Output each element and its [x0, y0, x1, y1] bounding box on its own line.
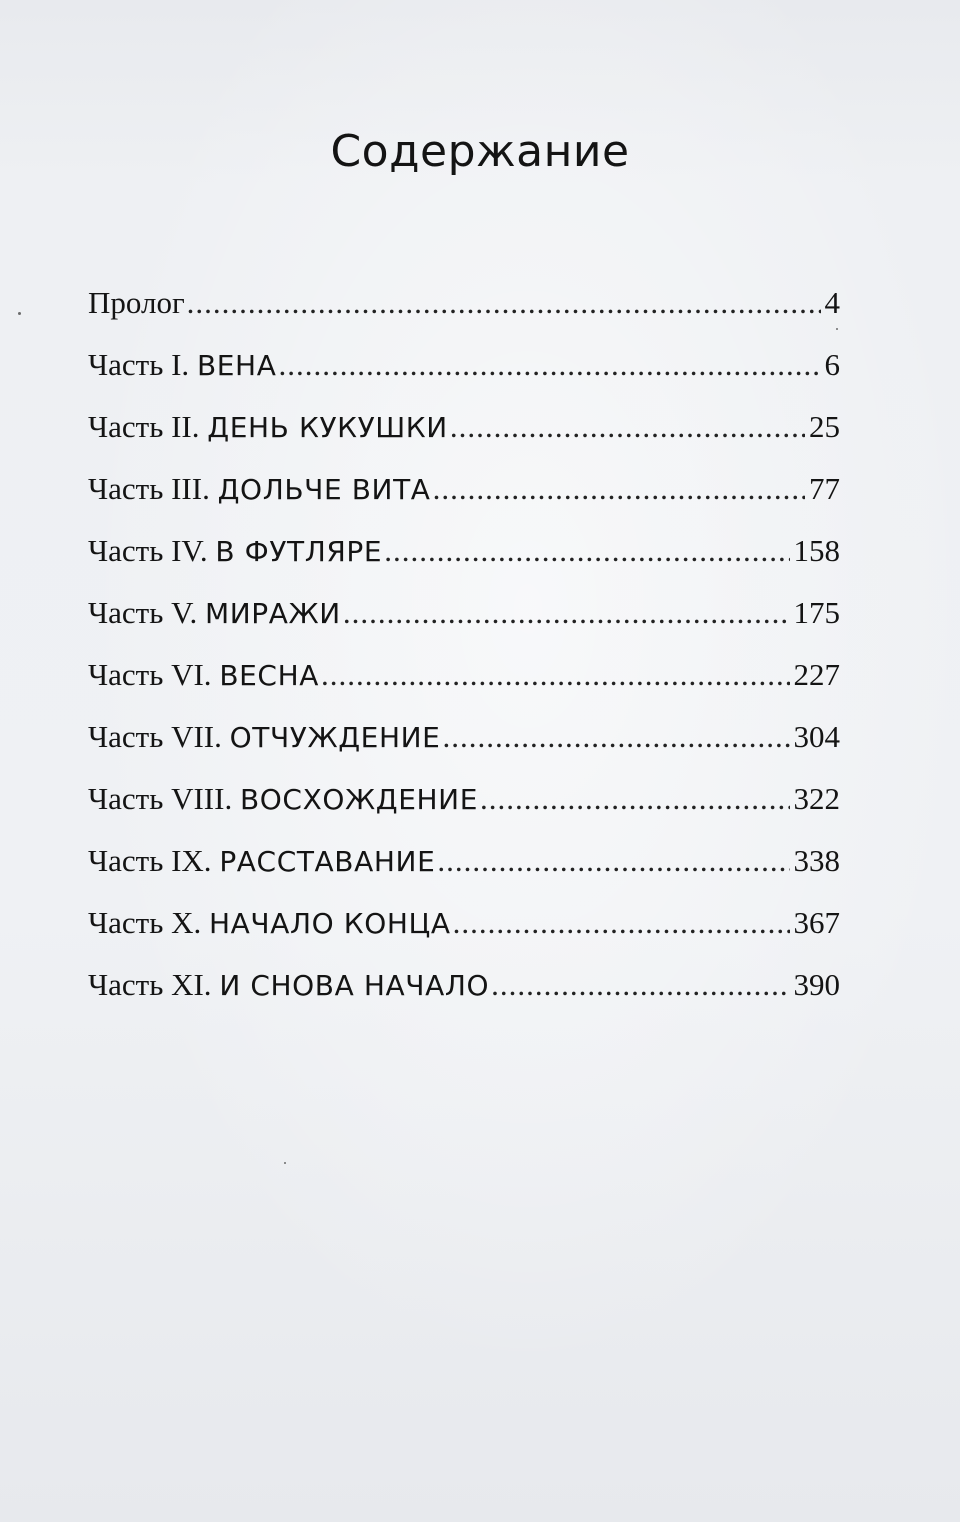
- toc-entry-label: [88, 458, 431, 521]
- dot-leader: [343, 582, 790, 644]
- toc-entry-part: Часть I.: [88, 347, 197, 382]
- toc-entry-name: РАССТАВАНИЕ: [219, 845, 436, 878]
- toc-entry-part-2[interactable]: [88, 396, 840, 458]
- dot-leader: [278, 334, 820, 396]
- dot-leader: [433, 458, 805, 520]
- toc-entry-name: ВЕНА: [196, 349, 277, 382]
- toc-entry-page: 367: [793, 905, 840, 940]
- toc-entry-page: 227: [793, 657, 840, 692]
- toc-entry-label: [88, 892, 451, 955]
- toc-entry-page: 25: [809, 409, 840, 444]
- toc-entry-name: ВЕСНА: [219, 659, 319, 692]
- page-title: Содержание: [330, 126, 630, 177]
- toc-entry-name: ДОЛЬЧЕ ВИТА: [217, 473, 431, 506]
- toc-entry-label: [88, 520, 382, 583]
- toc-entry-part: Часть X.: [88, 905, 209, 940]
- toc-entry-part-1[interactable]: [88, 334, 840, 396]
- toc-entry-part: Часть II.: [88, 409, 208, 444]
- toc-entry-label: [88, 768, 478, 831]
- toc-entry-page: 158: [793, 533, 840, 568]
- toc-entry-page: 4: [824, 285, 840, 320]
- toc-entry-page: 390: [793, 967, 840, 1002]
- toc-entry-label: [88, 706, 440, 769]
- dot-leader: [480, 768, 789, 830]
- toc-entry-part: Часть VIII.: [88, 781, 240, 816]
- toc-entry-part-11[interactable]: [88, 954, 840, 1016]
- toc-entry-part: Пролог: [88, 285, 185, 320]
- toc-entry-label: [88, 272, 185, 335]
- toc-entry-part-8[interactable]: [88, 768, 840, 830]
- toc-entry-part-6[interactable]: [88, 644, 840, 706]
- toc-entry-page: 338: [793, 843, 840, 878]
- toc-entry-part: Часть IX.: [88, 843, 220, 878]
- toc-entry-label: [88, 396, 448, 459]
- toc-entry-label: [88, 644, 319, 707]
- toc-entry-label: [88, 830, 435, 893]
- paper-speck: [284, 1162, 286, 1164]
- dot-leader: [450, 396, 805, 458]
- dot-leader: [453, 892, 790, 954]
- toc-entry-name: НАЧАЛО КОНЦА: [209, 907, 451, 940]
- toc-entry-part: Часть V.: [88, 595, 205, 630]
- dot-leader: [187, 272, 821, 334]
- toc-entry-name: ОТЧУЖДЕНИЕ: [229, 721, 441, 754]
- toc-entry-name: ДЕНЬ КУКУШКИ: [207, 411, 448, 444]
- table-of-contents: [88, 272, 840, 1016]
- toc-entry-page: 322: [793, 781, 840, 816]
- toc-entry-part-10[interactable]: [88, 892, 840, 954]
- toc-entry-page: 6: [824, 347, 840, 382]
- toc-entry-name: МИРАЖИ: [205, 597, 341, 630]
- toc-entry-part: Часть III.: [88, 471, 218, 506]
- toc-entry-label: [88, 954, 489, 1017]
- toc-entry-page: 175: [793, 595, 840, 630]
- toc-entry-prologue[interactable]: [88, 272, 840, 334]
- paper-speck: [836, 328, 838, 330]
- toc-entry-page: 304: [793, 719, 840, 754]
- toc-entry-label: [88, 582, 341, 645]
- toc-entry-part-4[interactable]: [88, 520, 840, 582]
- toc-entry-part-7[interactable]: [88, 706, 840, 768]
- toc-entry-part: Часть VI.: [88, 657, 220, 692]
- toc-entry-label: [88, 334, 276, 397]
- dot-leader: [491, 954, 789, 1016]
- toc-entry-part-9[interactable]: [88, 830, 840, 892]
- dot-leader: [437, 830, 789, 892]
- toc-entry-name: ВОСХОЖДЕНИЕ: [239, 783, 479, 816]
- toc-entry-name: В ФУТЛЯРЕ: [215, 535, 383, 568]
- toc-entry-part-3[interactable]: [88, 458, 840, 520]
- toc-entry-part: Часть VII.: [88, 719, 230, 754]
- dot-leader: [321, 644, 790, 706]
- toc-entry-name: И СНОВА НАЧАЛО: [219, 969, 490, 1002]
- dot-leader: [384, 520, 789, 582]
- dot-leader: [442, 706, 789, 768]
- toc-entry-part: Часть XI.: [88, 967, 220, 1002]
- paper-speck: [18, 312, 21, 315]
- toc-entry-part: Часть IV.: [88, 533, 216, 568]
- toc-entry-page: 77: [809, 471, 840, 506]
- toc-entry-part-5[interactable]: [88, 582, 840, 644]
